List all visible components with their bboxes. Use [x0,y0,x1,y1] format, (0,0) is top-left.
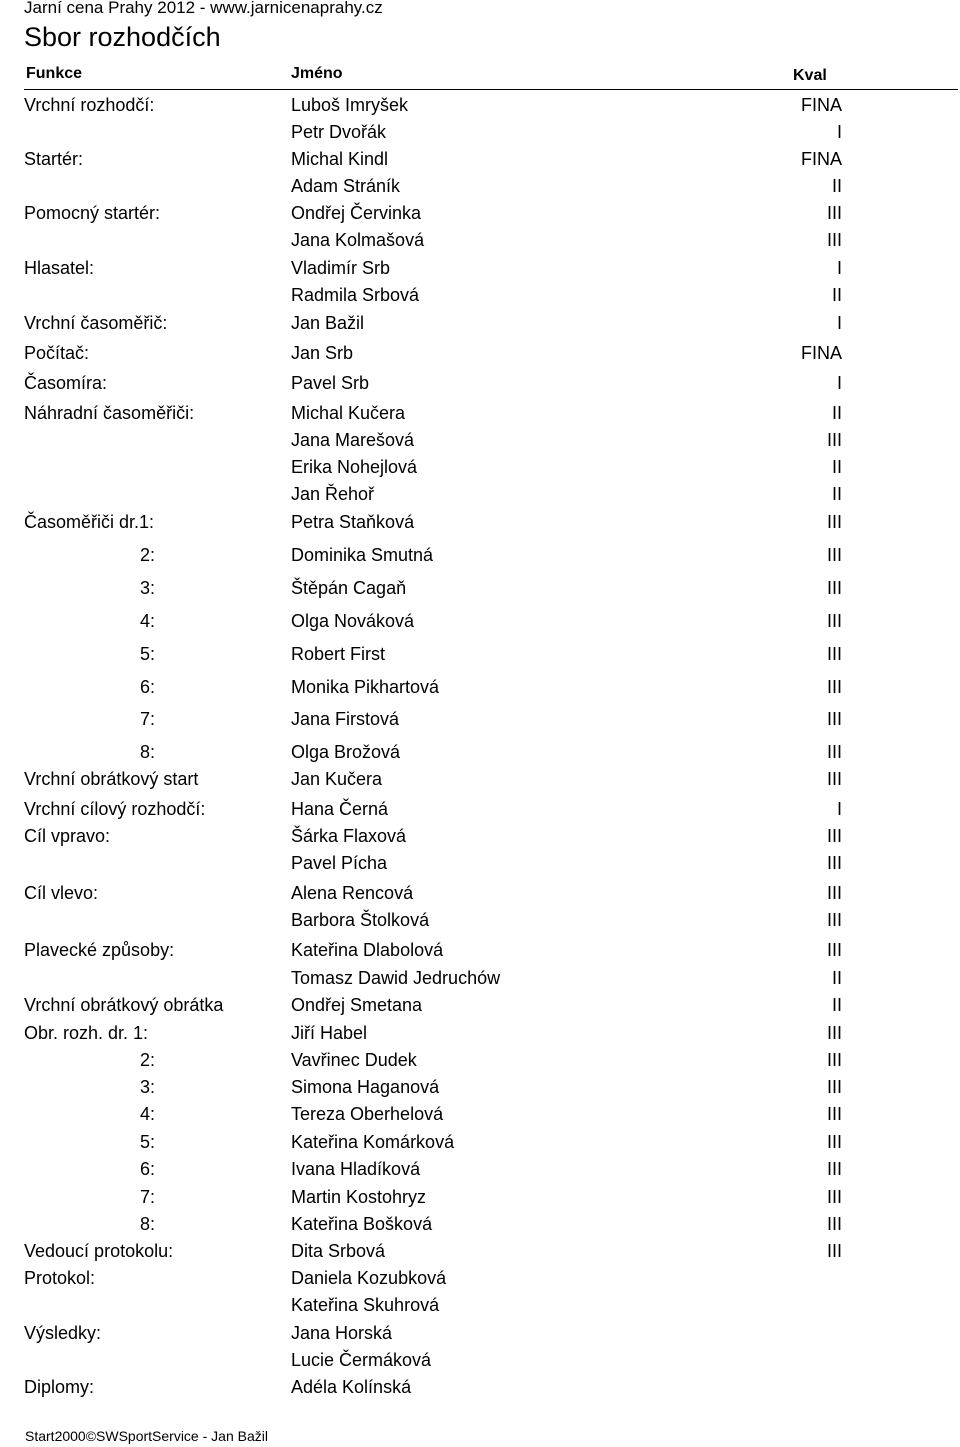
name-cell: Robert First [291,644,386,664]
function-cell: 8: [139,1214,155,1234]
table-row [0,1074,960,1100]
name-cell: Adam Stráník [291,176,401,196]
table-row [0,227,960,253]
qualification-cell: II [831,995,842,1015]
function-cell: Vrchní cílový rozhodčí: [24,799,206,819]
table-row [0,481,960,507]
name-cell: Michal Kindl [291,149,389,169]
function-cell: Protokol: [24,1268,96,1288]
name-cell: Jiří Habel [291,1023,368,1043]
qualification-cell: II [831,968,842,988]
table-row [0,766,960,792]
qualification-cell: III [826,677,842,697]
function-cell: Vrchní časoměřič: [24,313,168,333]
table-row [0,454,960,480]
name-cell: Jana Firstová [291,709,400,729]
qualification-cell: I [836,373,842,393]
name-cell: Tomasz Dawid Jedruchów [291,968,501,988]
function-cell: Vrchní obrátkový obrátka [24,995,224,1015]
column-header-funkce: Funkce [26,65,83,82]
qualification-cell: III [826,203,842,223]
function-cell: Obr. rozh. dr. 1: [24,1023,149,1043]
table-row [0,575,960,601]
function-cell: 6: [139,677,155,697]
function-cell: 3: [139,578,155,598]
table-row [0,1320,960,1346]
function-cell: Vrchní obrátkový start [24,769,199,789]
table-row [0,310,960,336]
function-cell: Výsledky: [24,1323,102,1343]
qualification-cell: II [831,457,842,477]
table-row [0,823,960,849]
function-cell: 4: [139,611,155,631]
name-cell: Pavel Pícha [291,853,388,873]
qualification-cell: II [831,176,842,196]
name-cell: Michal Kučera [291,403,406,423]
table-row [0,907,960,933]
table-row [0,282,960,308]
table-row [0,542,960,568]
qualification-cell: III [826,1241,842,1261]
name-cell: Hana Černá [291,799,389,819]
qualification-cell: II [831,484,842,504]
function-cell: Cíl vpravo: [24,826,111,846]
qualification-cell: III [826,853,842,873]
name-cell: Petr Dvořák [291,122,387,142]
function-cell: Náhradní časoměřiči: [24,403,195,423]
qualification-cell: III [826,826,842,846]
function-cell: Pomocný startér: [24,203,161,223]
function-cell: Plavecké způsoby: [24,940,175,960]
table-row [0,937,960,963]
table-row [0,992,960,1018]
table-row [0,340,960,366]
table-row [0,200,960,226]
function-cell: 3: [139,1077,155,1097]
table-row [0,739,960,765]
qualification-cell: III [826,1214,842,1234]
qualification-cell: III [826,709,842,729]
name-cell: Monika Pikhartová [291,677,440,697]
function-cell: Diplomy: [24,1377,95,1397]
name-cell: Kateřina Skuhrová [291,1295,440,1315]
function-cell: 8: [139,742,155,762]
name-cell: Simona Haganová [291,1077,440,1097]
name-cell: Lucie Čermáková [291,1350,432,1370]
name-cell: Olga Nováková [291,611,415,631]
function-cell: Startér: [24,149,84,169]
qualification-cell: III [826,769,842,789]
qualification-cell: I [836,122,842,142]
table-row [0,796,960,822]
table-row [0,1156,960,1182]
table-row [0,1374,960,1400]
name-cell: Daniela Kozubková [291,1268,447,1288]
name-cell: Olga Brožová [291,742,401,762]
qualification-cell: III [826,940,842,960]
source-header: Jarní cena Prahy 2012 - www.jarnicenaprahy.cz [24,0,383,17]
name-cell: Barbora Štolková [291,910,430,930]
name-cell: Jan Srb [291,343,354,363]
name-cell: Alena Rencová [291,883,414,903]
qualification-cell: III [826,883,842,903]
table-row [0,173,960,199]
name-cell: Pavel Srb [291,373,370,393]
qualification-cell: FINA [800,95,842,115]
name-cell: Jan Řehoř [291,484,375,504]
qualification-cell: FINA [800,343,842,363]
name-cell: Luboš Imryšek [291,95,409,115]
qualification-cell: III [826,742,842,762]
table-row [0,1047,960,1073]
qualification-cell: FINA [800,149,842,169]
function-cell: 7: [139,1187,155,1207]
name-cell: Ondřej Červinka [291,203,422,223]
table-row [0,1129,960,1155]
function-cell: Hlasatel: [24,258,95,278]
name-cell: Jana Kolmašová [291,230,425,250]
name-cell: Kateřina Komárková [291,1132,455,1152]
table-row [0,1184,960,1210]
name-cell: Dominika Smutná [291,545,434,565]
table-row [0,400,960,426]
table-row [0,850,960,876]
qualification-cell: III [826,611,842,631]
column-header-kval: Kval [793,67,827,84]
table-row [0,427,960,453]
qualification-cell: III [826,230,842,250]
qualification-cell: III [826,1132,842,1152]
qualification-cell: III [826,512,842,532]
qualification-cell: I [836,313,842,333]
page-title: Sbor rozhodčích [24,22,221,52]
table-row [0,706,960,732]
qualification-cell: II [831,285,842,305]
function-cell: Vedoucí protokolu: [24,1241,174,1261]
qualification-cell: III [826,1104,842,1124]
qualification-cell: III [826,1187,842,1207]
table-row [0,608,960,634]
name-cell: Tereza Oberhelová [291,1104,444,1124]
function-cell: 5: [139,644,155,664]
function-cell: Vrchní rozhodčí: [24,95,155,115]
name-cell: Adéla Kolínská [291,1377,412,1397]
table-row [0,92,960,118]
table-row [0,674,960,700]
name-cell: Erika Nohejlová [291,457,418,477]
name-cell: Jan Kučera [291,769,383,789]
qualification-cell: III [826,1159,842,1179]
name-cell: Dita Srbová [291,1241,386,1261]
qualification-cell: III [826,430,842,450]
table-row [0,1238,960,1264]
function-cell: 6: [139,1159,155,1179]
name-cell: Jan Bažil [291,313,365,333]
table-row [0,255,960,281]
function-cell: 5: [139,1132,155,1152]
table-row [0,965,960,991]
name-cell: Jana Marešová [291,430,415,450]
qualification-cell: III [826,644,842,664]
name-cell: Radmila Srbová [291,285,420,305]
footer-credit: Start2000©SWSportService - Jan Bažil [25,1428,268,1444]
function-cell: Časomíra: [24,373,108,393]
name-cell: Petra Staňková [291,512,415,532]
function-cell: Cíl vlevo: [24,883,99,903]
function-cell: 2: [139,1050,155,1070]
table-row [0,880,960,906]
name-cell: Ondřej Smetana [291,995,423,1015]
name-cell: Jana Horská [291,1323,393,1343]
table-row [0,146,960,172]
qualification-cell: II [831,403,842,423]
qualification-cell: III [826,1050,842,1070]
table-row [0,641,960,667]
function-cell: 2: [139,545,155,565]
name-cell: Kateřina Bošková [291,1214,433,1234]
table-row [0,1265,960,1291]
table-row [0,1347,960,1373]
name-cell: Vavřinec Dudek [291,1050,417,1070]
table-row [0,509,960,535]
table-row [0,119,960,145]
function-cell: Počítač: [24,343,90,363]
qualification-cell: III [826,1077,842,1097]
qualification-cell: I [836,258,842,278]
table-row [0,1211,960,1237]
function-cell: 4: [139,1104,155,1124]
table-row [0,1020,960,1046]
name-cell: Martin Kostohryz [291,1187,427,1207]
qualification-cell: III [826,910,842,930]
table-row [0,370,960,396]
function-cell: 7: [139,709,155,729]
qualification-cell: III [826,1023,842,1043]
function-cell: Časoměřiči dr.1: [24,512,155,532]
qualification-cell: III [826,545,842,565]
table-row [0,1292,960,1318]
name-cell: Vladimír Srb [291,258,391,278]
qualification-cell: III [826,578,842,598]
name-cell: Štěpán Cagaň [291,578,407,598]
table-row [0,1101,960,1127]
name-cell: Šárka Flaxová [291,826,407,846]
name-cell: Ivana Hladíková [291,1159,421,1179]
column-header-jmeno: Jméno [291,65,343,82]
name-cell: Kateřina Dlabolová [291,940,444,960]
qualification-cell: I [836,799,842,819]
